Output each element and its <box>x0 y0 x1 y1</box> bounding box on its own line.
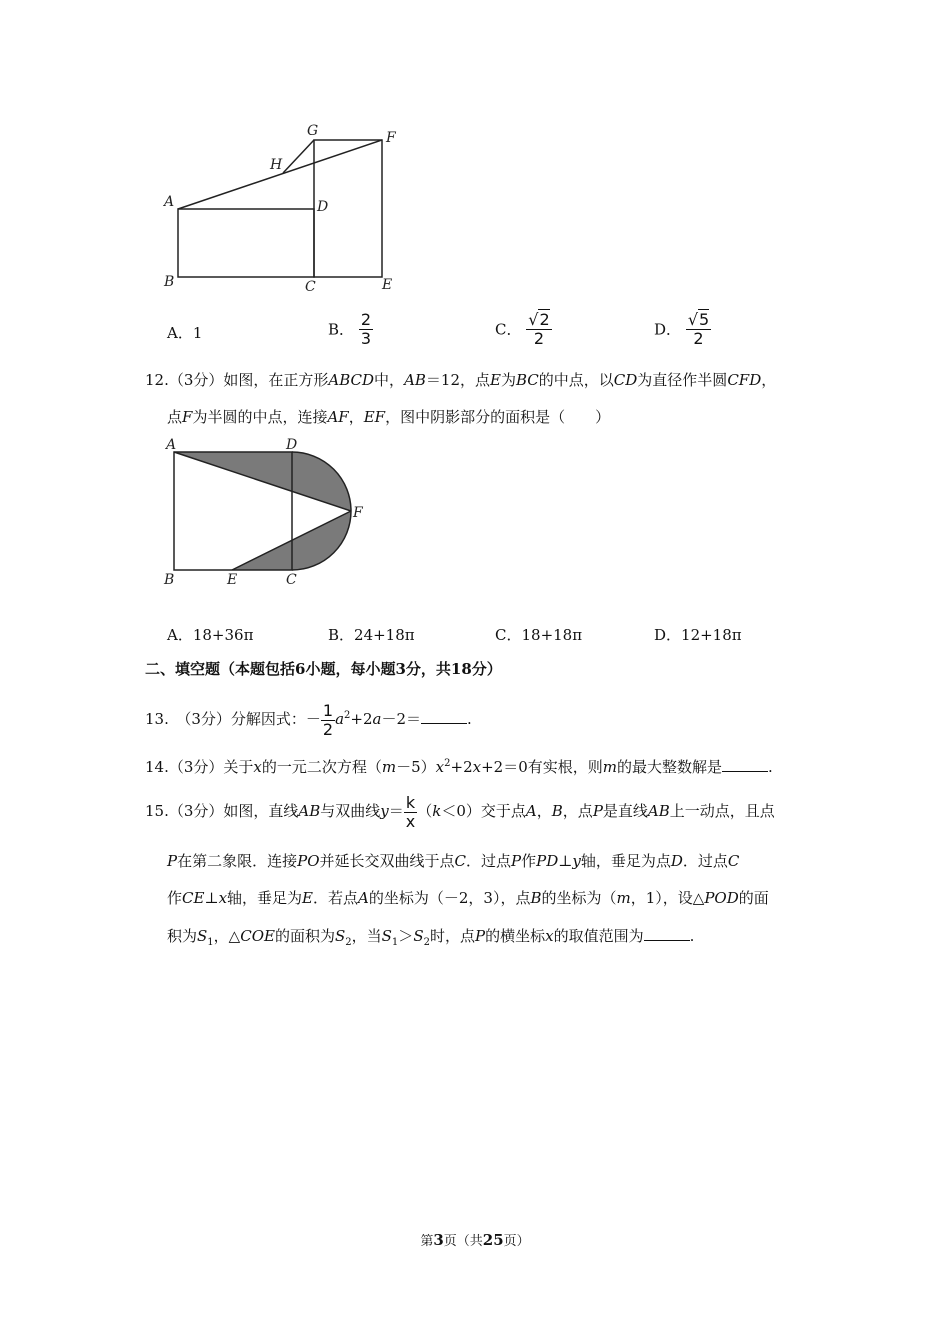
q13-answer-blank <box>421 709 467 724</box>
q12-line-2: 点F为半圆的中点，连接AF，EF，图中阴影部分的面积是（ ） <box>167 408 611 426</box>
rect-abcd <box>178 209 314 277</box>
q12-line-1: 12.（3分）如图，在正方形ABCD中，AB＝12，点E为BC的中点，以CD为直径作半圆CFD， <box>145 371 777 389</box>
label-e: E <box>382 277 393 293</box>
q12-option-d: D．12+18π <box>654 626 742 644</box>
label-c: C <box>286 572 297 588</box>
label-f: F <box>386 130 396 146</box>
q11-option-c: C． $\frac{√2}{2}$ <box>495 310 550 348</box>
section-heading-fill-in: 二、填空题（本题包括6小题，每小题3分，共18分） <box>145 660 502 678</box>
label-b: B <box>164 274 175 290</box>
q11-option-a: A．1 <box>167 324 203 342</box>
label-g: G <box>307 123 319 139</box>
figure-q12 <box>160 435 380 590</box>
q13: 13. （3分）分解因式：－ $\frac{1}{2}$ $a^2+2a-2=$ . <box>145 700 472 739</box>
label-e: E <box>227 572 238 588</box>
q15-answer-blank <box>644 926 690 941</box>
label-f: F <box>353 505 363 521</box>
q15-line-3: 作CE⊥x轴，垂足为E．若点A的坐标为（－2，3），点B的坐标为（m，1），设△POD的面 <box>167 889 769 907</box>
label-d: D <box>286 437 298 453</box>
q14: 14.（3分）关于x的一元二次方程$(m-5)x^2+2x+2=0$有实根，则m的最大整数解是 . <box>145 758 773 776</box>
label-h: H <box>270 157 283 173</box>
q15-line-2: P在第二象限．连接PO并延长交双曲线于点C．过点P作PD⊥y轴，垂足为点D．过点C <box>167 852 740 870</box>
q15-line-4: 积为$S_1$，△COE的面积为$S_2$，当$S_1>S_2$时，点P的横坐标x的取值范围为 . <box>167 927 695 948</box>
figure-q11 <box>160 118 410 298</box>
q12-option-b: B．24+18π <box>328 626 415 644</box>
label-a: A <box>164 194 175 210</box>
label-b: B <box>164 572 175 588</box>
line-af <box>178 140 382 209</box>
q11-option-d: D． $\frac{√5}{2}$ <box>654 310 710 348</box>
q15-line-1: 15.（3分）如图，直线AB与双曲线y＝ $\frac{k}{x}$ （k＜0）交于点A，B，点P是直线AB上一动点，且点 <box>145 792 775 831</box>
label-a: A <box>166 437 177 453</box>
label-d: D <box>317 199 329 215</box>
label-c: C <box>305 279 316 295</box>
q12-option-c: C．18+18π <box>495 626 583 644</box>
q11-option-b: B． $\frac{2}{3}$ <box>328 310 371 348</box>
page-footer: 第3页（共25页） <box>420 1231 530 1249</box>
q12-option-a: A．18+36π <box>167 626 254 644</box>
q14-answer-blank <box>722 757 768 772</box>
